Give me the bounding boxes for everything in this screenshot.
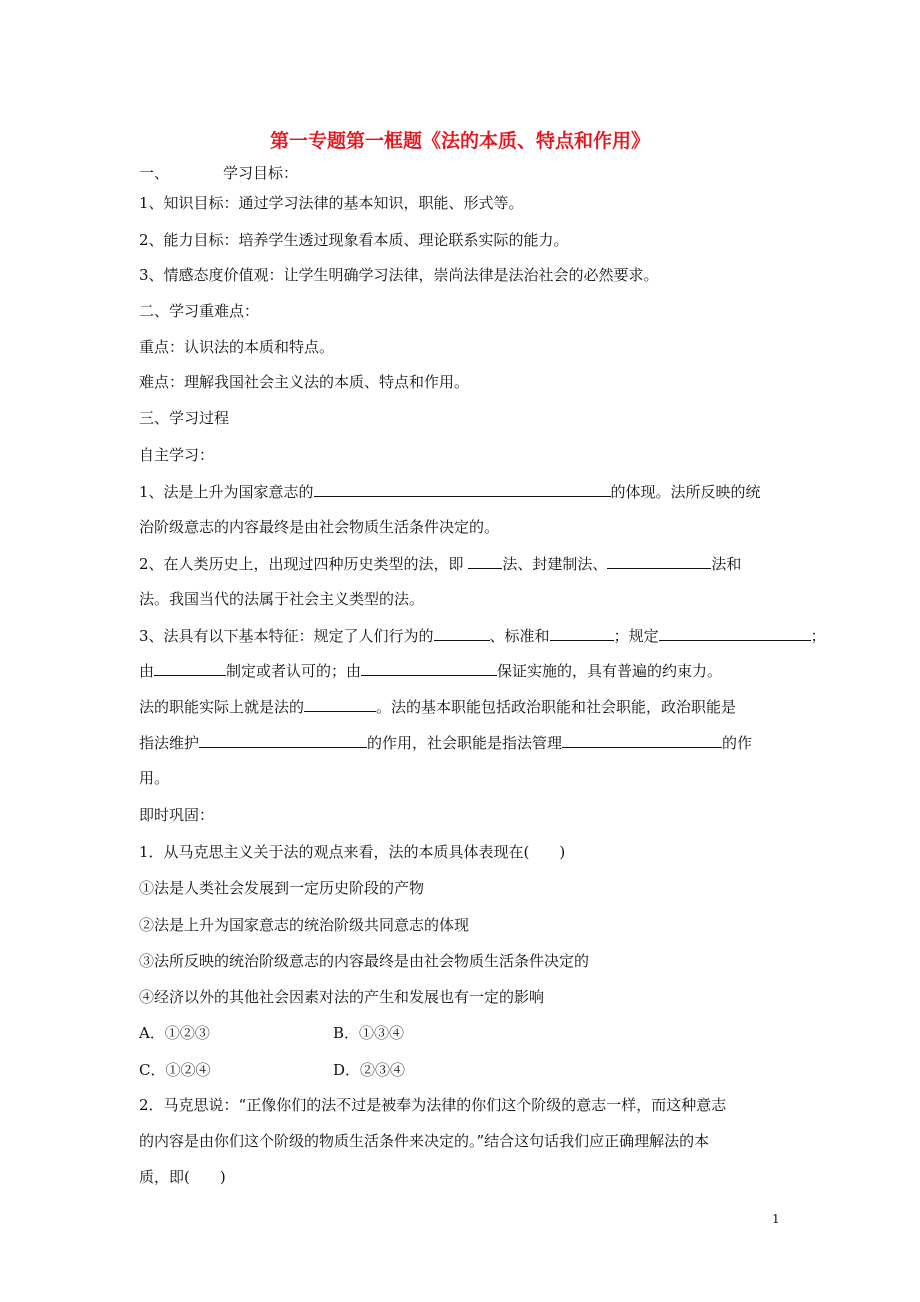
paragraph: 重点：认识法的本质和特点。: [139, 338, 335, 356]
fill-question-3: 3、法具有以下基本特征：规定了人们行为的 、标准和 ；规定 ；: [139, 627, 826, 645]
blank: [361, 660, 497, 676]
page-number: 1: [772, 1212, 780, 1226]
blank: [154, 660, 226, 676]
fill-question-2: 2、在人类历史上，出现过四种历史类型的法，即 法、封建制法、 法和: [139, 555, 742, 573]
paragraph: 1、知识目标：通过学习法律的基本知识，职能、形式等。: [139, 194, 524, 212]
exercise-statement: ②法是上升为国家意志的统治阶级共同意志的体现: [139, 916, 470, 934]
paragraph: 3、情感态度价值观：让学生明确学习法律，崇尚法律是法治社会的必然要求。: [139, 266, 659, 284]
paragraph: 法。我国当代的法属于社会主义类型的法。: [139, 590, 425, 608]
exercise-question: 1．从马克思主义关于法的观点来看，法的本质具体表现在( ): [139, 843, 566, 861]
section-heading: [139, 163, 298, 183]
blank: [659, 625, 811, 641]
paragraph: 治阶级意志的内容最终是由社会物质生活条件决定的。: [139, 518, 500, 536]
section-number: 一、: [139, 164, 170, 182]
blank: [550, 625, 614, 641]
fill-question-4-cont: 指法维护 的作用，社会职能是指法管理 的作: [139, 734, 753, 752]
exercise-statement: ①法是人类社会发展到一定历史阶段的产物: [139, 879, 425, 897]
answer-option-c: C．①②④: [139, 1061, 211, 1079]
fill-question-4: 法的职能实际上就是法的 。法的基本职能包括政治职能和社会职能，政治职能是: [139, 698, 737, 716]
exercise-question: 2．马克思说：“正像你们的法不过是被奉为法律的你们这个阶级的意志一样，而这种意志: [139, 1096, 727, 1114]
section-heading: 三、学习过程: [139, 409, 230, 427]
answer-option-d: D．②③④: [333, 1061, 406, 1079]
section-heading: 即时巩固：: [139, 806, 215, 824]
exercise-question-cont: 的内容是由你们这个阶级的物质生活条件来决定的。”结合这句话我们应正确理解法的本: [139, 1132, 710, 1150]
section-heading: 二、学习重难点：: [139, 302, 260, 320]
exercise-statement: ④经济以外的其他社会因素对法的产生和发展也有一定的影响: [139, 988, 545, 1006]
blank: [304, 696, 376, 712]
paragraph: 2、能力目标：培养学生透过现象看本质、理论联系实际的能力。: [139, 231, 569, 249]
blank: [199, 732, 367, 748]
blank: [314, 481, 611, 497]
paragraph: 难点：理解我国社会主义法的本质、特点和作用。: [139, 373, 470, 391]
paragraph: 用。: [139, 769, 170, 787]
exercise-question-cont: 质，即( ): [139, 1168, 226, 1186]
section-label: 学习目标：: [223, 164, 299, 182]
document-title: 第一专题第一框题《法的本质、特点和作用》: [269, 130, 650, 152]
answer-option-b: B．①③④: [333, 1024, 405, 1042]
exercise-statement: ③法所反映的统治阶级意志的内容最终是由社会物质生活条件决定的: [139, 952, 590, 970]
fill-question-3-cont: 由 制定或者认可的；由 保证实施的，具有普遍的约束力。: [139, 662, 723, 680]
paragraph: 自主学习：: [139, 446, 215, 464]
blank: [468, 553, 502, 569]
blank: [607, 553, 711, 569]
blank: [434, 625, 490, 641]
blank: [562, 732, 722, 748]
fill-question-1: 1、法是上升为国家意志的 的体现。法所反映的统: [139, 483, 761, 501]
answer-option-a: A．①②③: [139, 1024, 210, 1042]
